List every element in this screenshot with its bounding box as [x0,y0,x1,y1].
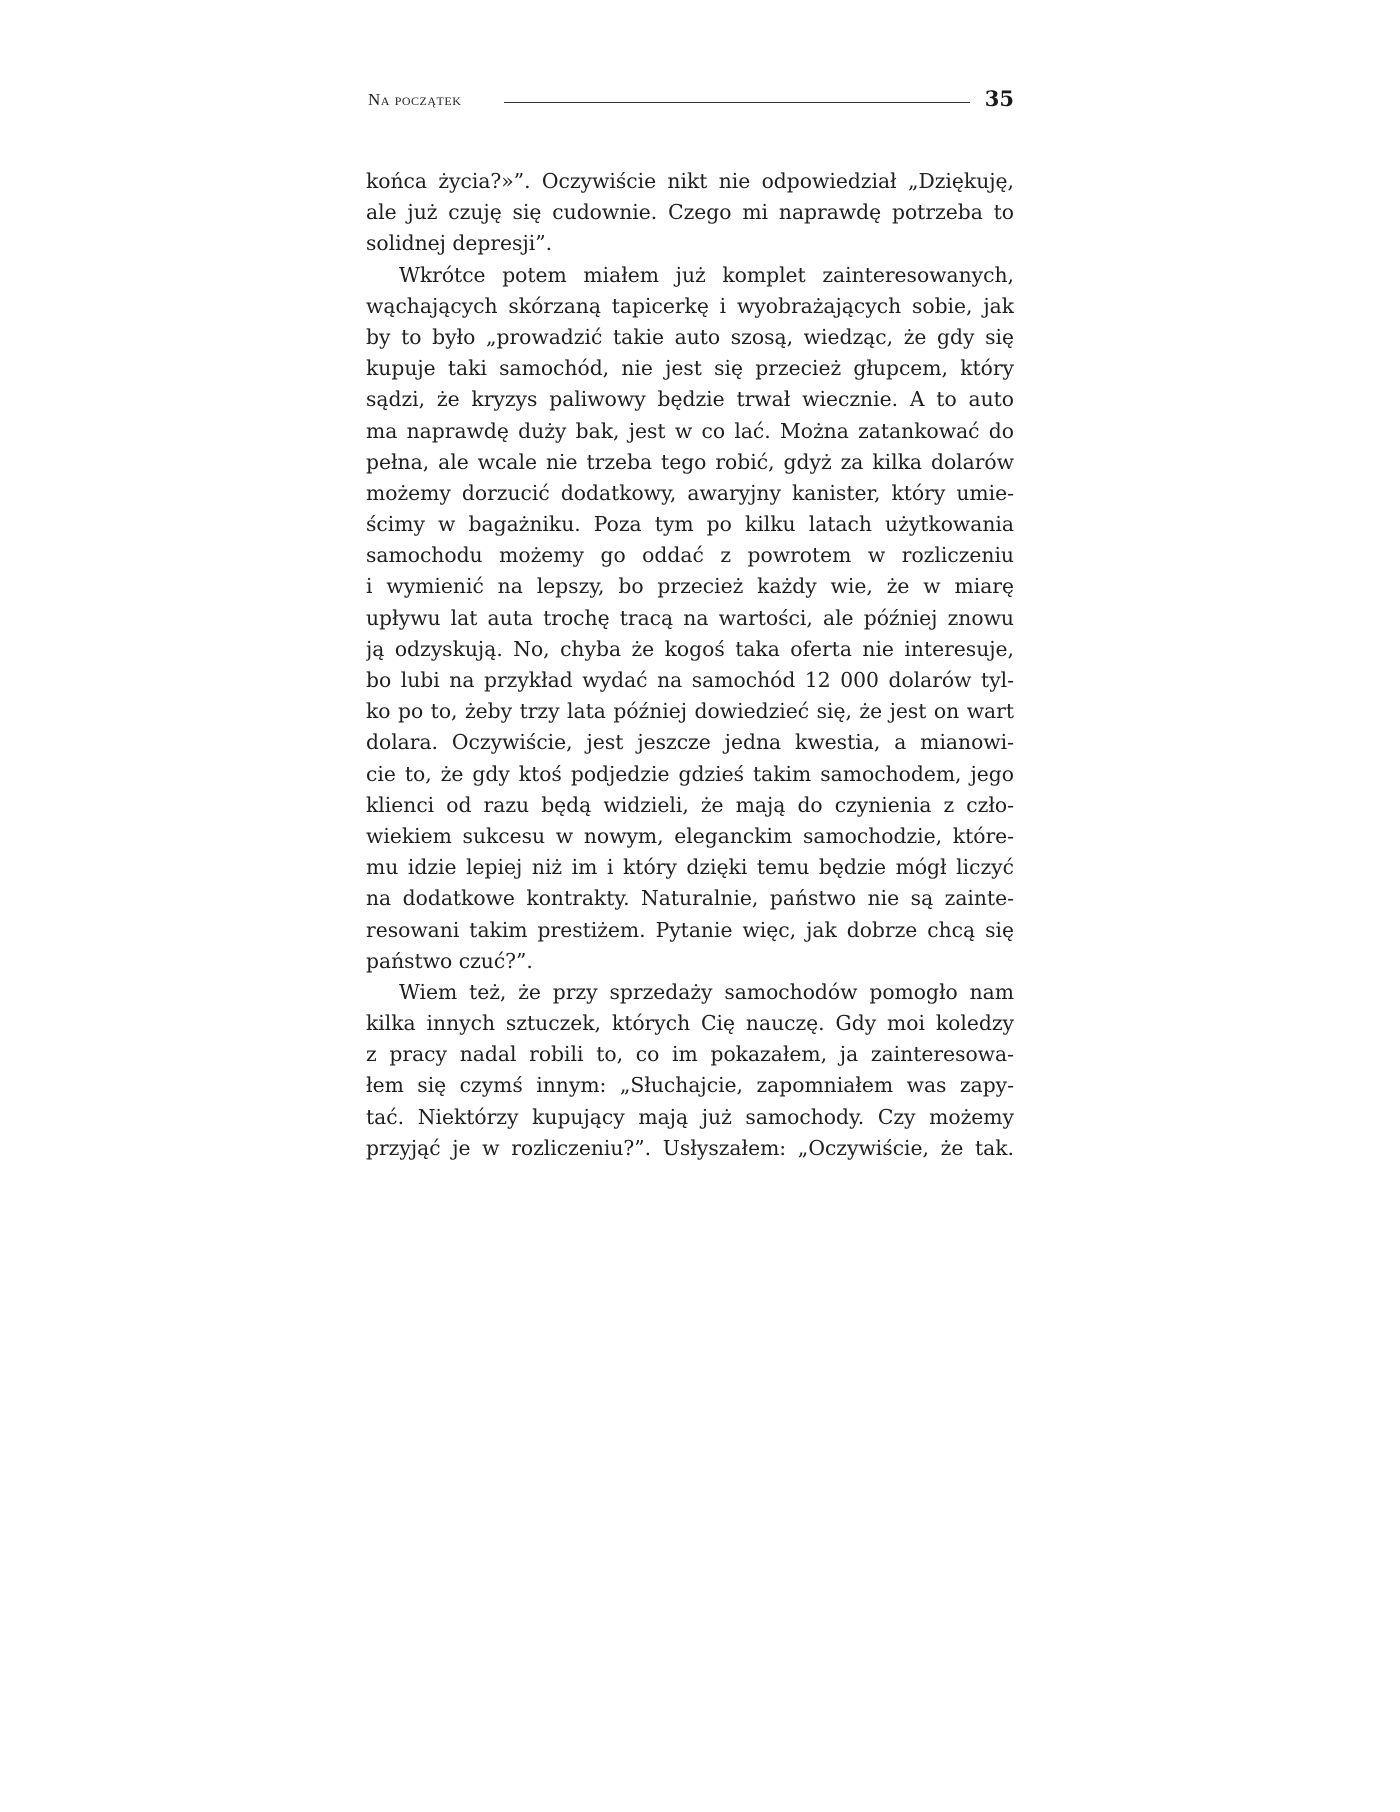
text-line: resowani takim prestiżem. Pytanie więc, jak dobrze chcą się [366,917,1014,942]
text-line: cie to, że gdy ktoś podjedzie gdzieś takim samochodem, jego [366,761,1014,786]
text-line: Wiem też, że przy sprzedaży samochodów pomogło nam [399,979,1014,1004]
text-line: na dodatkowe kontrakty. Naturalnie, państwo nie są zainte- [366,886,1014,911]
running-title: Na początek [368,90,462,109]
text-line: ma naprawdę duży bak, jest w co lać. Można zatankować do [366,418,1014,443]
text-line: z pracy nadal robili to, co im pokazałem, ja zainteresowa- [366,1042,1014,1067]
text-line: ale już czuję się cudownie. Czego mi naprawdę potrzeba to [366,200,1014,225]
text-line: sądzi, że kryzys paliwowy będzie trwał wiecznie. A to auto [366,387,1014,412]
text-line: ko po to, żeby trzy lata później dowiedzieć się, że jest on wart [366,699,1014,724]
text-line: tać. Niektórzy kupujący mają już samochody. Czy możemy [366,1104,1014,1129]
text-line: kilka innych sztuczek, których Cię nauczę. Gdy moi koledzy [366,1011,1014,1036]
text-line: wiekiem sukcesu w nowym, eleganckim samochodzie, które- [366,823,1014,848]
text-line: solidnej depresji”. [366,231,553,256]
text-line: samochodu możemy go oddać z powrotem w rozliczeniu [366,543,1014,568]
text-line: ścimy w bagażniku. Poza tym po kilku latach użytkowania [366,512,1014,537]
text-line: i wymienić na lepszy, bo przecież każdy wie, że w miarę [366,574,1014,599]
running-header [368,86,1014,118]
paragraph [366,166,1014,260]
text-line: możemy dorzucić dodatkowy, awaryjny kanister, który umie- [366,480,1014,505]
text-line: kupuje taki samochód, nie jest się przecież głupcem, który [366,356,1014,381]
body-text [366,166,1014,1164]
text-line: Wkrótce potem miałem już komplet zainteresowanych, [399,262,1014,287]
text-line: wąchających skórzaną tapicerkę i wyobrażających sobie, jak [366,293,1014,318]
text-line: by to było „prowadzić takie auto szosą, wiedząc, że gdy się [366,324,1014,349]
text-line: ją odzyskują. No, chyba że kogoś taka oferta nie interesuje, [366,636,1014,661]
text-line: bo lubi na przykład wydać na samochód 12 000 dolarów tyl- [366,668,1014,692]
text-line: mu idzie lepiej niż im i który dzięki temu będzie mógł liczyć [366,855,1014,880]
text-line: końca życia?»”. Oczywiście nikt nie odpowiedział „Dziękuję, [366,169,1014,193]
text-line: państwo czuć?”. [366,948,533,973]
text-line: przyjąć je w rozliczeniu?”. Usłyszałem: „Oczywiście, że tak. [366,1135,1014,1160]
paragraph [366,260,1014,977]
text-line: upływu lat auta trochę tracą na wartości, ale później znowu [366,605,1014,630]
page-number: 35 [984,86,1014,111]
paragraph [366,977,1014,1164]
header-rule [504,102,970,103]
text-line: klienci od razu będą widzieli, że mają do czynienia z czło- [366,792,1014,817]
text-line: łem się czymś innym: „Słuchajcie, zapomniałem was zapy- [366,1073,1014,1098]
text-line: pełna, ale wcale nie trzeba tego robić, gdyż za kilka dolarów [366,449,1014,474]
text-line: dolara. Oczywiście, jest jeszcze jedna kwestia, a mianowi- [366,730,1014,755]
